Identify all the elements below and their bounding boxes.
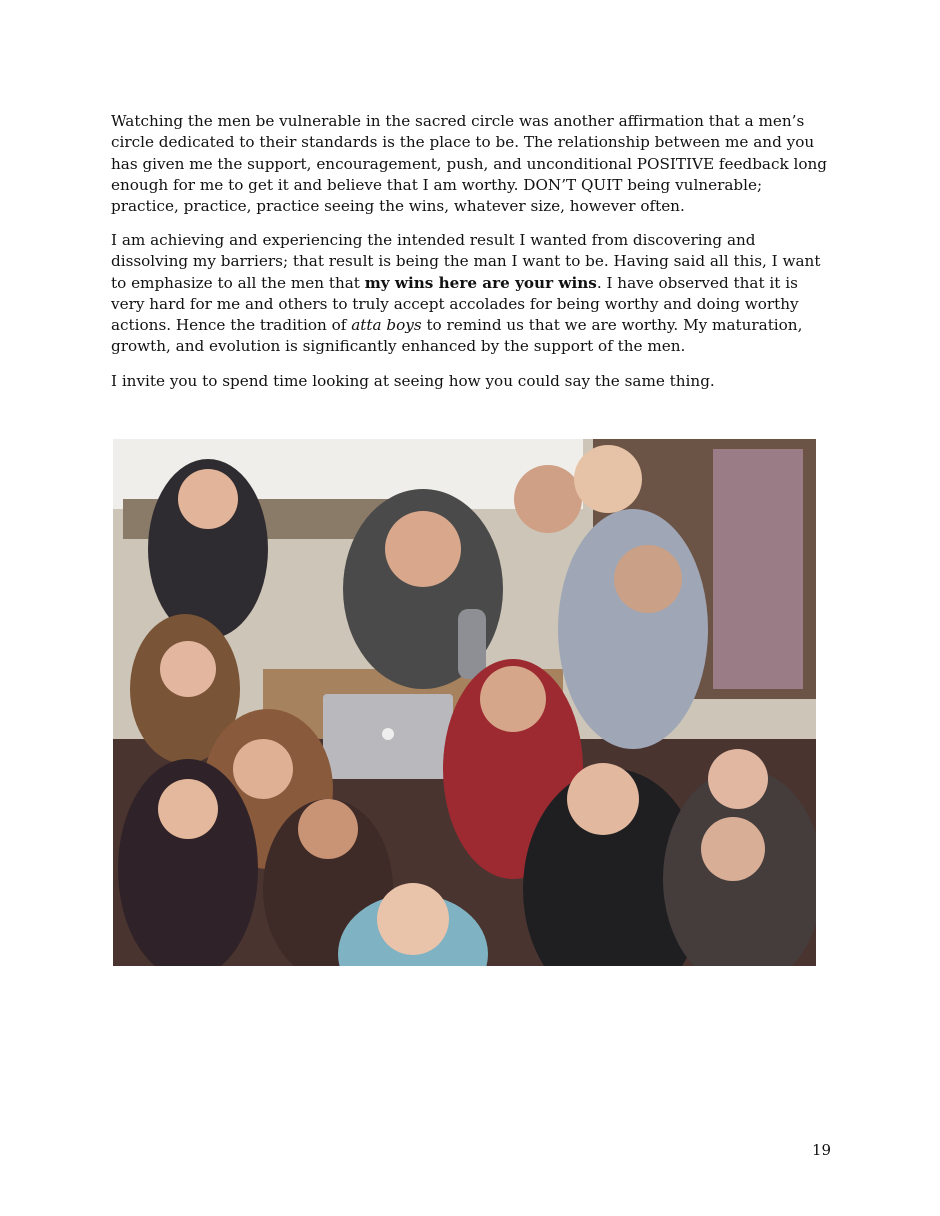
bold-phrase: my wins here are your wins: [364, 273, 597, 292]
paragraph-2-part-b: . I have observed that it is very hard for me and others to truly accept accolades for being worthy and doing worthy actions. Hence the tradition of: [111, 273, 799, 335]
group-photo-illustration: [113, 439, 816, 966]
group-photo: [113, 439, 816, 966]
paragraph-3: [111, 371, 831, 392]
paragraph-2-text: [111, 230, 831, 358]
italic-phrase: atta boys: [351, 316, 422, 335]
paragraph-3-text: I invite you to spend time looking at seeing how you could say the same thing.: [111, 372, 715, 390]
page-number: 19: [812, 1141, 832, 1159]
paragraph-1-text: Watching the men be vulnerable in the sacred circle was another affirmation that a men’s circle dedicated to their standards is the place to be. The relationship between me and you has given me the support, encouragement, push, and unconditional POSITIVE feedback long enough for me to get it and believe that I am worthy. DON’T QUIT being vulnerable; practice, practice, practice seeing the wins, whatever size, however often.: [111, 112, 828, 216]
paragraph-1: [111, 111, 831, 217]
paragraph-2-part-a: I am achieving and experiencing the intended result I wanted from discovering and dissolving my barriers; that result is being the man I want to be. Having said all this, I want to emphasize to all the men that: [111, 231, 821, 292]
paragraph-2-part-c: to remind us that we are worthy. My maturation, growth, and evolution is significantly enhanced by the support of the men.: [111, 316, 803, 356]
paragraph-2: [111, 230, 831, 358]
